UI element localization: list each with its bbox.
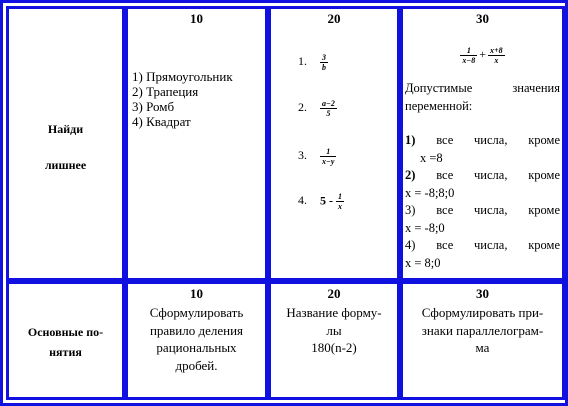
fraction: $\frac{3}{b}$ (322, 53, 326, 72)
row1-c30-points: 30 (476, 11, 489, 26)
answer-line: 4) все числа, кроме (405, 238, 561, 252)
answer-line: 3) все числа, кроме (405, 203, 561, 217)
math-item: 3. $\frac{1}{x-y}$ (298, 147, 335, 166)
fraction: $\frac{1}{x}$ (338, 192, 342, 211)
answer-line: 1) все числа, кроме (405, 133, 561, 147)
row2-c30-points: 30 (476, 286, 489, 301)
answer-line: x = -8;0 (405, 220, 445, 235)
row1-c10-cell (125, 6, 268, 281)
row1-c10-points: 10 (190, 11, 203, 26)
question: Допустимые значения переменной: (405, 81, 560, 113)
list-item: 1) Прямоугольник (132, 69, 233, 84)
row1-c10-list (132, 69, 233, 129)
fraction: $\frac{1}{x-y}$ (322, 147, 335, 166)
answer-line: x = 8;0 (405, 255, 441, 270)
row2-c20-text: Название форму- лы 180(n-2) (286, 305, 382, 355)
row2-label-line2: нятия (49, 345, 82, 359)
row2-c30-cell (400, 281, 565, 400)
answer-line: 2) все числа, кроме (405, 168, 561, 182)
row2-label-line1: Основные по- (27, 325, 104, 339)
row1-label-cell (6, 6, 125, 281)
list-item: 2) Трапеция (132, 84, 199, 99)
expression: $\frac{1}{x-8}$ + $\frac{x+8}{x}$ (462, 46, 503, 65)
math-item: 2. $\frac{a-2}{5}$ (298, 99, 335, 118)
row2-c10-text: Сформулировать правило деления рациональных дробей. (149, 305, 244, 373)
row2-c20-points: 20 (327, 286, 341, 301)
row1-c20-cell (268, 6, 400, 281)
row2-c30-text: Сформулировать при- знаки параллелограм- ма (421, 305, 544, 355)
row1-c30-cell (400, 6, 565, 281)
list-item: 4) Квадрат (132, 114, 191, 129)
row1-label-line1: Найди (47, 122, 84, 136)
answer-line: x =8 (420, 150, 443, 165)
row2-label-cell (6, 281, 125, 400)
row1-c20-points: 20 (327, 11, 341, 26)
answer-line: x = -8;8;0 (405, 185, 455, 200)
list-item: 3) Ромб (132, 99, 175, 114)
row2-c20-cell (268, 281, 400, 400)
row2-c10-cell (125, 281, 268, 400)
row2-c10-points: 10 (190, 286, 203, 301)
row1-label-line2: лишнее (44, 158, 87, 172)
answers (405, 132, 560, 272)
fraction: $\frac{a-2}{5}$ (322, 99, 335, 118)
math-item: 4. 5 - $\frac{1}{x}$ (298, 192, 342, 211)
math-item: 1. $\frac{3}{b}$ (298, 53, 326, 72)
